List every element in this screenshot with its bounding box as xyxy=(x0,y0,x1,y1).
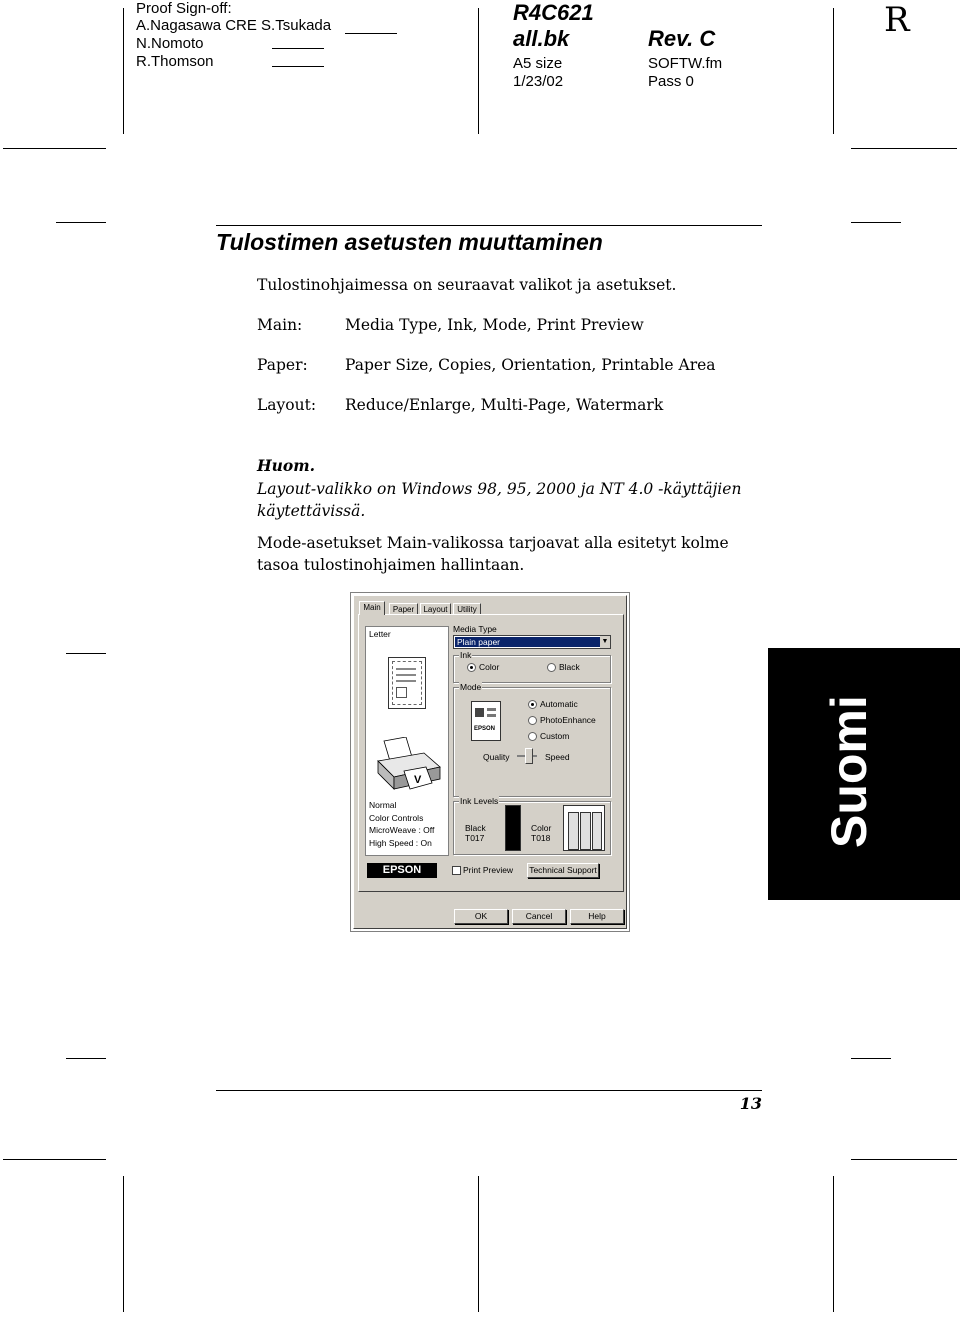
mode-custom-label: Custom xyxy=(540,731,570,741)
mode-logo: EPSON xyxy=(474,726,496,732)
ink-color-radio[interactable] xyxy=(467,663,476,672)
ink-levels-label: Ink Levels xyxy=(460,796,499,806)
note-heading: Huom. xyxy=(257,456,316,475)
title-rule xyxy=(216,225,762,226)
tab-utility[interactable]: Utility xyxy=(453,603,481,615)
menu-value-layout: Reduce/Enlarge, Multi-Page, Watermark xyxy=(345,396,664,414)
crop-mark xyxy=(66,653,106,654)
status-line: Color Controls xyxy=(369,812,424,823)
signoff-line xyxy=(272,48,324,49)
ink-color-label: Color xyxy=(479,662,500,672)
proof-names-3: R.Thomson xyxy=(136,53,214,70)
doc-date: 1/23/02 xyxy=(513,73,564,90)
black-ink-gauge xyxy=(505,805,521,851)
mode-automatic-radio[interactable] xyxy=(528,700,537,709)
tab-main[interactable]: Main xyxy=(359,601,385,615)
language-label: Suomi xyxy=(821,695,877,848)
quality-label: Quality xyxy=(483,752,510,762)
doc-file: SOFTW.fm xyxy=(648,55,723,72)
ink-group xyxy=(453,655,611,683)
ink-group-label: Ink xyxy=(460,650,472,660)
svg-text:V: V xyxy=(414,774,422,786)
epson-logo: EPSON xyxy=(367,863,437,878)
proof-signoff-label: Proof Sign-off: xyxy=(136,0,232,17)
crop-mark xyxy=(851,222,901,223)
language-side-tab xyxy=(768,648,960,900)
doc-code: R4C621 xyxy=(513,0,594,25)
crop-mark xyxy=(123,1176,124,1312)
crop-mark xyxy=(833,1176,834,1312)
crop-mark xyxy=(478,8,479,134)
tab-paper[interactable]: Paper xyxy=(389,603,418,615)
media-type-label: Media Type xyxy=(453,624,497,634)
menu-label-main: Main: xyxy=(257,316,303,334)
printer-icon xyxy=(376,737,442,797)
mode-text: Mode-asetukset Main-valikossa tarjoavat alla esitetyt kolme tasoa tulostinohjaimen hallintaan. xyxy=(257,534,729,574)
crop-mark xyxy=(123,8,124,134)
crop-mark xyxy=(66,1058,106,1059)
tab-panel xyxy=(358,614,624,892)
crop-mark xyxy=(851,1058,891,1059)
paper-size-label: Letter xyxy=(369,629,391,639)
note-text: Layout-valikko on Windows 98, 95, 2000 ja NT 4.0 -käyttäjien käytettävissä. xyxy=(257,480,742,520)
status-line: High Speed : On xyxy=(369,837,432,848)
menu-value-main: Media Type, Ink, Mode, Print Preview xyxy=(345,316,644,334)
media-type-select[interactable] xyxy=(453,635,611,649)
section-title: Tulostimen asetusten muuttaminen xyxy=(216,229,603,255)
menu-label-paper: Paper: xyxy=(257,356,308,374)
mode-photoenhance-label: PhotoEnhance xyxy=(540,715,596,725)
print-preview-label: Print Preview xyxy=(463,865,514,875)
black-cartridge-name: Black xyxy=(465,823,486,833)
status-list xyxy=(369,799,434,849)
proof-names-2: N.Nomoto xyxy=(136,35,204,52)
ink-black-label: Black xyxy=(559,662,580,672)
print-preview-checkbox[interactable] xyxy=(452,866,461,875)
ink-black-radio[interactable] xyxy=(547,663,556,672)
doc-book: all.bk xyxy=(513,26,570,51)
mode-automatic-label: Automatic xyxy=(540,699,578,709)
mode-document-icon xyxy=(471,701,501,741)
status-line: Normal xyxy=(369,800,397,810)
technical-support-button[interactable]: Technical Support xyxy=(527,863,599,878)
status-line: MicroWeave : Off xyxy=(369,825,435,835)
mode-photoenhance-radio[interactable] xyxy=(528,716,537,725)
page-number: 13 xyxy=(739,1094,762,1113)
crop-mark xyxy=(3,1159,106,1160)
signoff-line xyxy=(272,66,324,67)
media-type-value: Plain paper xyxy=(455,637,600,647)
doc-rev: Rev. C xyxy=(648,26,716,51)
driver-dialog xyxy=(350,592,630,932)
menu-label-layout: Layout: xyxy=(257,396,317,414)
crop-mark xyxy=(833,8,834,134)
doc-size: A5 size xyxy=(513,55,563,72)
mode-group-label: Mode xyxy=(460,682,482,692)
color-cartridge-code: T018 xyxy=(531,833,551,843)
doc-pass: Pass 0 xyxy=(648,73,694,90)
dialog-window xyxy=(353,595,627,929)
crop-mark xyxy=(56,222,106,223)
quality-slider-handle[interactable] xyxy=(525,748,533,764)
speed-label: Speed xyxy=(545,752,570,762)
tab-layout[interactable]: Layout xyxy=(420,603,451,615)
color-ink-gauge xyxy=(563,805,605,851)
crop-mark xyxy=(851,148,957,149)
chevron-down-icon[interactable]: ▼ xyxy=(600,636,610,648)
proof-names-1: A.Nagasawa CRE S.Tsukada xyxy=(136,17,332,34)
color-cartridge-label xyxy=(531,823,551,843)
crop-mark xyxy=(3,148,106,149)
crop-mark xyxy=(478,1176,479,1312)
preview-pane xyxy=(365,626,449,856)
help-button[interactable]: Help xyxy=(570,909,624,924)
mode-custom-radio[interactable] xyxy=(528,732,537,741)
ok-button[interactable]: OK xyxy=(454,909,508,924)
paper-preview-icon xyxy=(388,657,426,709)
intro-text: Tulostinohjaimessa on seuraavat valikot ja asetukset. xyxy=(257,276,677,294)
signoff-line xyxy=(345,33,397,34)
black-cartridge-label xyxy=(465,823,486,843)
corner-letter: R xyxy=(884,0,910,40)
black-cartridge-code: T017 xyxy=(465,833,485,843)
footer-rule xyxy=(216,1090,762,1091)
menu-value-paper: Paper Size, Copies, Orientation, Printable Area xyxy=(345,356,716,374)
color-cartridge-name: Color xyxy=(531,823,552,833)
crop-mark xyxy=(851,1159,957,1160)
cancel-button[interactable]: Cancel xyxy=(512,909,566,924)
